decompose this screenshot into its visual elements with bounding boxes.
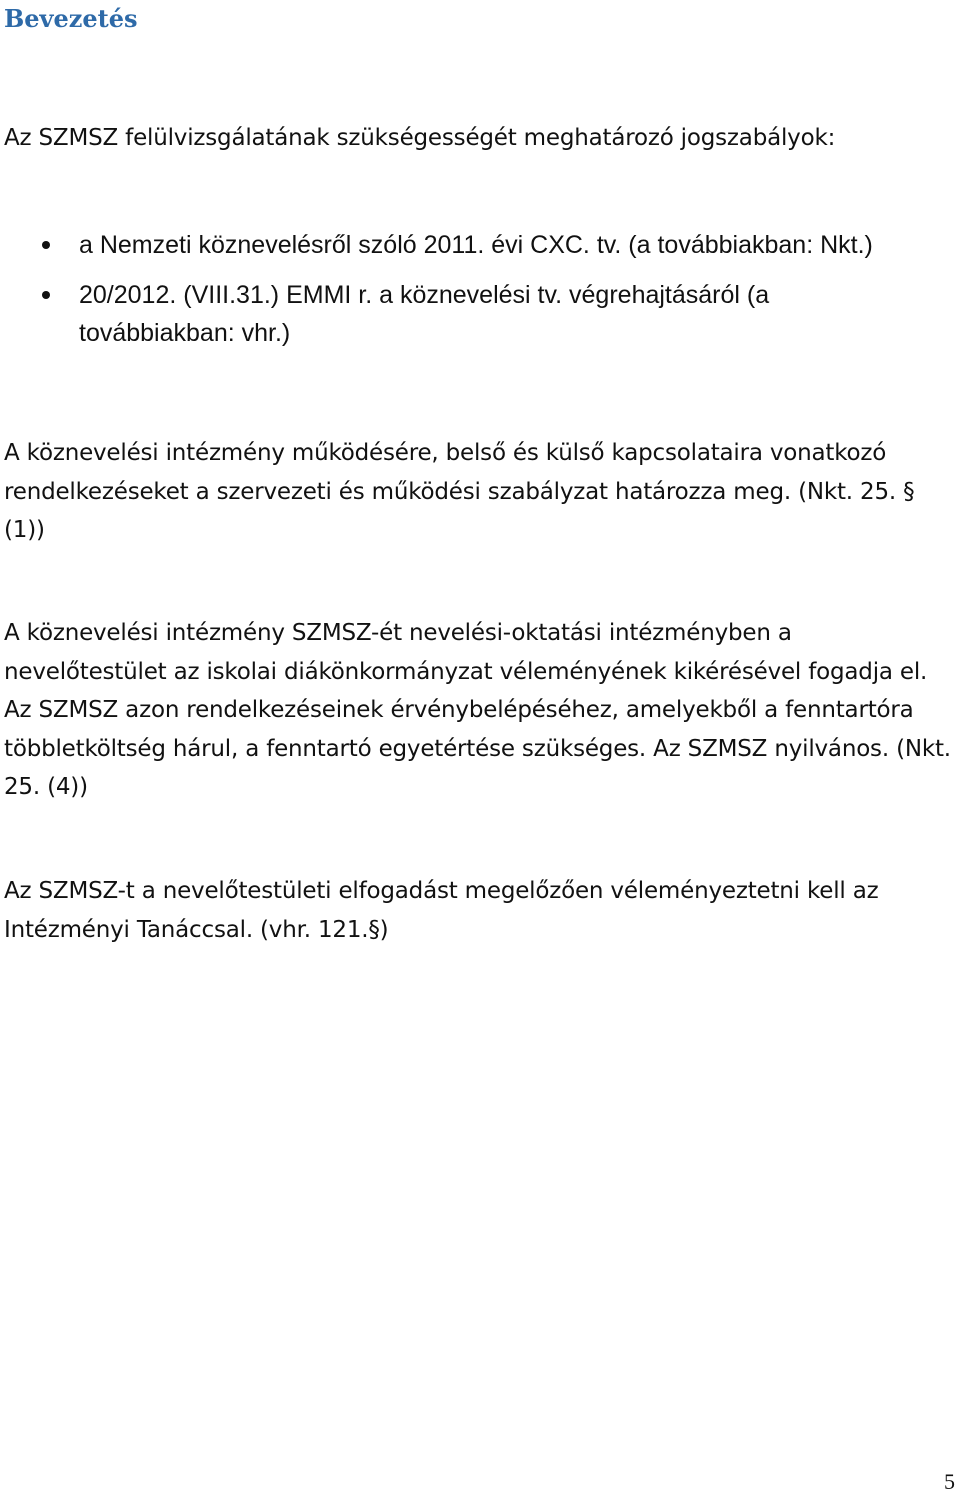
list-item-text: a Nemzeti köznevelésről szóló 2011. évi CXC. tv. (a továbbiakban: Nkt.) xyxy=(79,231,873,259)
list-item-text: 20/2012. (VIII.31.) EMMI r. a köznevelési tv. végrehajtásáról (a továbbiakban: vhr.) xyxy=(79,281,770,347)
list-item xyxy=(0,226,899,264)
bullet-icon xyxy=(42,291,50,299)
intro-paragraph: Az SZMSZ felülvizsgálatának szükségességét meghatározó jogszabályok: xyxy=(4,125,836,151)
legal-sources-list xyxy=(0,226,960,352)
list-item xyxy=(0,276,899,352)
page-number: 5 xyxy=(944,1469,955,1494)
bullet-icon xyxy=(42,241,50,249)
body-paragraph-operation: A köznevelési intézmény működésére, belső és külső kapcsolataira vonatkozó rendelkezéseket a szervezeti és működési szabályzat határozza meg. (Nkt. 25. § (1)) xyxy=(4,440,915,543)
body-paragraph-council: Az SZMSZ-t a nevelőtestületi elfogadást megelőzően véleményeztetni kell az Intézményi Tanáccsal. (vhr. 121.§) xyxy=(4,878,879,943)
body-paragraph-adoption: A köznevelési intézmény SZMSZ-ét nevelési-oktatási intézményben a nevelőtestület az iskolai diákönkormányzat véleményének kikérésével fogadja el. Az SZMSZ azon rendelkezéseinek érvénybelépéséhez, amelyekből a fenntartóra többletköltség hárul, a fenntartó egyetértése szükséges. Az SZMSZ nyilvános. (Nkt. 25. (4)) xyxy=(4,620,951,800)
section-heading: Bevezetés xyxy=(4,4,138,33)
